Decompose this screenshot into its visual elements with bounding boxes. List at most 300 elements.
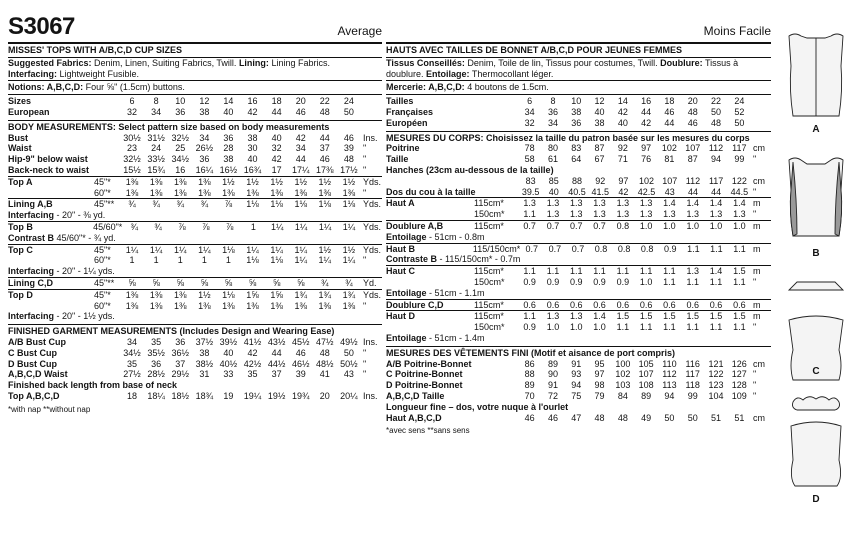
footnote-fr: *avec sens **sans sens [386, 426, 470, 436]
value-cell: 20 [319, 390, 330, 401]
value-cell: 22 [319, 96, 330, 107]
value-cell: 1⅜ [168, 289, 192, 300]
size-table [8, 96, 382, 118]
value-cell: 1⅜ [173, 300, 187, 311]
value-cell: 117 [732, 143, 747, 154]
value-cell: 44 [641, 106, 652, 117]
value-cell: 34 [199, 132, 210, 143]
value-cell: 50½ [340, 358, 358, 369]
value-cell: 28 [223, 143, 234, 154]
table-row [386, 413, 771, 424]
value-cell: 38 [247, 132, 258, 143]
yardage-note-label: Interfacing [8, 210, 55, 221]
value-cell: 1.0 [593, 322, 606, 333]
value-cell: 19½ [267, 390, 286, 401]
value-cell: 51 [711, 412, 722, 423]
row-label: Haut C [386, 266, 474, 277]
value-cell: ⅝ [120, 277, 144, 289]
value-cell: 94 [711, 154, 722, 165]
yardage-note [386, 232, 771, 243]
notions-line-fr: Mercerie: A,B,C,D: 4 boutons de 1.5cm. [386, 80, 771, 93]
unit-label [361, 107, 382, 118]
french-column [386, 4, 771, 437]
yardage-row [8, 176, 382, 187]
unit-label: " [752, 380, 757, 391]
value-cell: 0.8 [613, 243, 636, 254]
value-cell: 42 [617, 106, 628, 117]
value-cell: 39 [343, 143, 354, 154]
value-cell: 44.5 [730, 186, 749, 197]
value-cell: 44 [711, 186, 722, 197]
value-cell: 18 [127, 390, 138, 401]
body-measurements-title: BODY MEASUREMENTS: Select pattern size based on body measurements [8, 120, 382, 133]
value-cell: 1.1 [663, 322, 676, 333]
value-cell: 81 [664, 154, 675, 165]
unit-label: " [752, 209, 757, 220]
value-cell: 14 [223, 96, 234, 107]
value-cell: 52 [734, 106, 745, 117]
row-label: Top C [8, 244, 94, 255]
row-label: A,B,C,D Waist [8, 369, 68, 380]
value-cell: 1.3 [565, 311, 588, 322]
fabric-width [474, 154, 518, 165]
value-cell: 8 [550, 96, 556, 107]
fabric-width: 60"* [94, 187, 111, 198]
table-row [386, 118, 771, 129]
unit-label: Yds. [362, 176, 381, 187]
value-cell: 1¼ [294, 255, 307, 266]
unit-label: cm [752, 358, 765, 369]
value-cell: 34 [151, 106, 162, 117]
value-cell: 89 [524, 380, 535, 391]
value-cell: 24 [343, 96, 354, 107]
value-cell: 1⅜ [222, 300, 235, 311]
value-cell: 113 [662, 380, 677, 391]
value-cell: 36 [175, 106, 186, 117]
value-cell: 43½ [267, 336, 286, 347]
unit-label: Yds. [362, 199, 381, 210]
value-cell: 6 [129, 96, 135, 107]
value-cell: 1.0 [681, 220, 704, 231]
size-table-fr [386, 96, 771, 128]
value-cell: 99 [734, 154, 745, 165]
unit-label: Yd. [361, 277, 382, 289]
value-cell: 34 [295, 143, 306, 154]
row-label: Dos du cou à la taille [386, 186, 476, 197]
row-label: Lining A,B [8, 199, 94, 210]
value-cell: 0.6 [704, 299, 727, 311]
value-cell: 1.1 [611, 266, 634, 277]
yardage-row [8, 289, 382, 300]
table-row [8, 337, 382, 348]
value-cell: 107 [638, 369, 654, 380]
fabric-width [94, 143, 120, 154]
value-cell: 1¼ [342, 255, 356, 266]
value-cell: 26½ [195, 143, 214, 154]
row-label: Top B [8, 221, 93, 232]
row-label: Sizes [8, 96, 32, 107]
value-cell: 93 [571, 369, 582, 380]
value-cell: 1¼ [337, 221, 361, 232]
value-cell: 15½ [123, 164, 141, 175]
value-cell: 1.4 [704, 198, 727, 209]
value-cell: 118 [685, 380, 700, 391]
value-cell: 50 [687, 412, 698, 423]
value-cell: 16¾ [243, 164, 262, 175]
fabric-width [94, 359, 120, 370]
back-length-table-fr [386, 413, 771, 424]
value-cell: 72 [547, 390, 558, 401]
value-cell: 1.1 [663, 276, 676, 287]
table-row [8, 359, 382, 370]
value-cell: 1.3 [681, 266, 704, 277]
value-cell: 42.5 [637, 186, 656, 197]
value-cell: 37 [319, 143, 330, 154]
fabrics-line-fr: Tissus Conseillés: Denim, Toile de lin, Tissus pour costumes, Twill. Doublure: Tissus à [386, 57, 739, 68]
value-cell: 1⅜ [168, 176, 192, 187]
unit-label: Ins. [362, 336, 378, 347]
finished-measurements-title-fr: MESURES DES VÊTEMENTS FINI (Motif et aisance de port compris) [386, 346, 771, 359]
value-cell: 78 [524, 143, 535, 154]
value-cell: ⅝ [168, 277, 192, 289]
yardage-note-label: Contrast B [8, 232, 55, 243]
value-cell: 104 [708, 390, 724, 401]
value-cell: 112 [685, 175, 701, 186]
row-label: Haut B [386, 243, 473, 254]
yardage-note-label: Interfacing [8, 266, 55, 277]
row-label: Françaises [386, 106, 434, 117]
value-cell: 32½ [123, 154, 141, 165]
value-cell: 1¼ [144, 244, 168, 255]
value-cell: 18¼ [147, 390, 165, 401]
value-cell: 42 [247, 347, 258, 358]
back-length-table [8, 391, 382, 402]
value-cell: 10 [571, 96, 582, 107]
header [8, 4, 382, 41]
value-cell: 1½ [337, 176, 361, 187]
value-cell: 1.1 [565, 266, 588, 277]
unit-label: " [752, 186, 757, 197]
unit-label: cm [752, 143, 765, 154]
fabric-width [94, 154, 120, 165]
row-label: D Bust Cup [8, 358, 57, 369]
row-label: C Bust Cup [8, 347, 57, 358]
value-cell: 1.1 [541, 266, 564, 277]
unit-label: " [362, 347, 367, 358]
interfacing-line-fr: doublure. Entoilage: Thermocollant léger. [386, 68, 554, 79]
value-cell: 40.5 [568, 186, 586, 197]
value-cell: 102 [639, 175, 655, 186]
value-cell: 1⅛ [216, 289, 240, 300]
value-cell: 36 [199, 154, 210, 165]
unit-label: Yds. [362, 289, 381, 300]
value-cell: 20 [687, 96, 698, 107]
value-cell: 128 [731, 380, 747, 391]
value-cell: 1.0 [546, 322, 560, 333]
table-row [386, 391, 771, 402]
value-cell: 70 [524, 390, 535, 401]
value-cell: 1⅜ [198, 300, 211, 311]
row-label: Taille [386, 154, 409, 165]
value-cell: 0.6 [565, 299, 588, 311]
fabric-width [474, 359, 518, 370]
sketch-label-a: A [812, 124, 820, 135]
value-cell: 44 [664, 117, 675, 128]
unit-label: " [362, 358, 367, 369]
value-cell: 1⅛ [246, 255, 259, 266]
value-cell: 1¾ [289, 289, 313, 300]
value-cell: 1½ [216, 176, 240, 187]
value-cell: 48 [343, 154, 354, 165]
value-cell: 42 [641, 117, 652, 128]
row-label [386, 176, 476, 187]
row-label: Haut A,B,C,D [386, 412, 442, 423]
row-label: Lining C,D [8, 277, 94, 289]
yardage-note-label: Entoilage [386, 332, 427, 343]
yardage-note [8, 210, 382, 221]
value-cell: 1.4 [588, 311, 611, 322]
value-cell: 48 [687, 106, 698, 117]
value-cell: 49½ [340, 336, 358, 347]
value-cell: ⅞ [194, 221, 218, 232]
value-cell: 1.3 [663, 209, 676, 220]
value-cell: 1.3 [639, 209, 653, 220]
value-cell: 107 [685, 143, 701, 154]
value-cell: 48 [711, 117, 722, 128]
value-cell: 97 [618, 175, 629, 186]
row-label: Haut D [386, 311, 474, 322]
value-cell: 1¼ [318, 255, 332, 266]
value-cell: ⅝ [192, 277, 216, 289]
value-cell: 1½ [313, 176, 337, 187]
value-cell: 1.1 [733, 322, 746, 333]
value-cell: 19¼ [243, 390, 262, 401]
value-cell: ⅝ [216, 277, 240, 289]
value-cell: 1.0 [569, 322, 583, 333]
value-cell: 1.0 [639, 276, 653, 287]
unit-label: m [751, 299, 771, 311]
row-label: Hip-9" below waist [8, 154, 88, 165]
value-cell: 116 [685, 358, 700, 369]
fabric-width [94, 165, 120, 176]
value-cell: 34 [127, 336, 138, 347]
value-cell: 33½ [147, 154, 165, 165]
difficulty-level-fr: Moins Facile [703, 24, 771, 38]
unit-label: " [362, 369, 367, 380]
trim-c-sketch [793, 397, 840, 410]
unit-label: " [362, 154, 367, 165]
yardage-note-text: - 51cm - 1.1m [426, 287, 485, 298]
value-cell: 46 [343, 132, 354, 143]
value-cell: 40 [271, 132, 282, 143]
value-cell: 1.1 [518, 266, 541, 277]
value-cell: 1⅛ [313, 199, 337, 210]
finished-measurements-title: FINISHED GARMENT MEASUREMENTS (Includes Design and Wearing Ease) [8, 324, 382, 337]
value-cell: 0.9 [593, 276, 606, 287]
value-cell: 1¼ [168, 244, 192, 255]
value-cell: 14 [617, 96, 628, 107]
fabric-width [474, 143, 518, 154]
sketch-drawings [775, 20, 857, 520]
row-label: Back-neck to waist [8, 164, 90, 175]
value-cell: 34 [547, 117, 558, 128]
value-cell: 19¾ [291, 390, 310, 401]
value-cell: 44 [295, 154, 306, 165]
value-cell: 1⅜ [198, 187, 211, 198]
row-label: Européen [386, 117, 428, 128]
table-row [386, 143, 771, 154]
value-cell: 87 [594, 143, 605, 154]
yardage-table [8, 277, 382, 311]
value-cell: 41.5 [591, 186, 609, 197]
value-cell: 48 [319, 106, 330, 117]
finished-measurements-table [8, 337, 382, 380]
value-cell: 42 [295, 132, 306, 143]
value-cell: 36 [175, 336, 186, 347]
value-cell: 22 [711, 96, 722, 107]
value-cell: 38 [571, 106, 582, 117]
value-cell: 1⅜ [222, 187, 235, 198]
unit-label: " [752, 369, 757, 380]
value-cell: 67 [594, 154, 605, 165]
value-cell: 0.6 [728, 299, 751, 311]
row-label: A,B,C,D Taille [386, 390, 445, 401]
table-row [386, 359, 771, 370]
back-length-label: Finished back length from base of neck [8, 380, 178, 391]
row-label: Haut A [386, 198, 474, 209]
yardage-block-fr [386, 197, 771, 343]
value-cell: 1.1 [523, 209, 536, 220]
fabric-width: 115cm* [474, 220, 518, 231]
value-cell: 0.8 [611, 220, 634, 231]
value-cell: 1⅛ [270, 255, 283, 266]
value-cell: 1¼ [289, 244, 313, 255]
fabric-width: 115cm* [474, 311, 518, 322]
value-cell: 19 [223, 390, 234, 401]
garment-sketches [775, 20, 857, 520]
value-cell: 0.9 [616, 276, 630, 287]
value-cell: 17⅜ [316, 164, 334, 175]
yardage-table [386, 299, 771, 333]
value-cell: 1⅝ [240, 289, 264, 300]
fabrics-line: Suggested Fabrics: Denim, Linen, Suiting Fabrics, Twill. Lining: Lining Fabrics. [8, 57, 330, 68]
value-cell: 1.3 [593, 209, 606, 220]
value-cell: 36 [223, 132, 234, 143]
value-cell: 49 [641, 412, 652, 423]
value-cell: 1.1 [686, 322, 699, 333]
value-cell: 31 [199, 369, 210, 380]
value-cell: ¾ [168, 199, 192, 210]
value-cell: 20 [295, 96, 306, 107]
yardage-row [386, 220, 771, 231]
value-cell: 44½ [267, 358, 286, 369]
yardage-table [386, 197, 771, 231]
value-cell: 0.6 [658, 299, 681, 311]
value-cell: 1.5 [704, 311, 727, 322]
value-cell: 1 [177, 255, 183, 266]
value-cell: 0.7 [518, 220, 541, 231]
yardage-row [386, 198, 771, 209]
value-cell: 1⅛ [289, 199, 313, 210]
value-cell: 38 [223, 154, 234, 165]
value-cell: 61 [547, 154, 558, 165]
value-cell: 35½ [147, 347, 165, 358]
value-cell: 46 [524, 412, 535, 423]
yardage-note [8, 266, 382, 277]
value-cell: 40 [594, 106, 605, 117]
fabric-width [474, 380, 518, 391]
value-cell: 1¼ [313, 221, 337, 232]
value-cell: 1.4 [681, 198, 704, 209]
value-cell: 99 [687, 390, 698, 401]
value-cell: 1⅜ [149, 300, 163, 311]
yardage-note [386, 288, 771, 299]
value-cell: 40 [617, 117, 628, 128]
table-row [8, 165, 382, 176]
yardage-table [8, 244, 382, 267]
value-cell: 80 [547, 143, 558, 154]
unit-label [751, 96, 771, 107]
value-cell: 1⅜ [294, 187, 307, 198]
unit-label [751, 107, 771, 118]
row-label: A/B Poitrine-Bonnet [386, 358, 472, 369]
value-cell: 0.7 [520, 243, 543, 254]
yardage-note-text: 45/60"* - ¾ yd. [54, 232, 116, 243]
yardage-note-text: - 20" - ⅜ yd. [54, 210, 106, 221]
value-cell: 1.3 [518, 198, 541, 209]
fabric-width [476, 176, 519, 187]
value-cell: 24 [151, 143, 162, 154]
value-cell: ⅞ [216, 199, 240, 210]
value-cell: 42 [247, 106, 258, 117]
value-cell: 18½ [171, 390, 189, 401]
value-cell: 16 [641, 96, 652, 107]
unit-label: m [751, 243, 771, 254]
value-cell: 1.5 [728, 266, 751, 277]
value-cell: 32 [524, 117, 535, 128]
fabric-width: 150cm* [474, 322, 505, 333]
value-cell: 12 [594, 96, 605, 107]
yardage-row [8, 244, 382, 255]
fabric-width: 45"** [94, 199, 120, 210]
value-cell: ¾ [337, 277, 361, 289]
unit-label: Yds. [362, 221, 381, 232]
value-cell: 40½ [219, 358, 238, 369]
value-cell: 39.5 [521, 186, 540, 197]
value-cell: 122 [708, 369, 724, 380]
body-measurements-table [8, 133, 382, 176]
value-cell: 47 [571, 412, 582, 423]
fabric-width [474, 391, 518, 402]
value-cell: ¾ [120, 199, 144, 210]
yardage-note-label: Entoilage [386, 287, 427, 298]
fabric-width: 45"* [94, 289, 120, 300]
value-cell: 38 [199, 347, 210, 358]
value-cell: ⅝ [289, 277, 313, 289]
value-cell: ⅝ [144, 277, 168, 289]
unit-label: " [362, 164, 367, 175]
value-cell: 23 [127, 143, 138, 154]
value-cell: 36 [151, 358, 162, 369]
unit-label: m [751, 266, 771, 277]
value-cell: 28½ [147, 369, 165, 380]
yardage-note [8, 233, 382, 244]
value-cell: 10 [175, 96, 186, 107]
value-cell: 18 [664, 96, 675, 107]
value-cell: 46 [547, 412, 558, 423]
value-cell: 1 [153, 255, 159, 266]
value-cell: 86 [524, 358, 535, 369]
